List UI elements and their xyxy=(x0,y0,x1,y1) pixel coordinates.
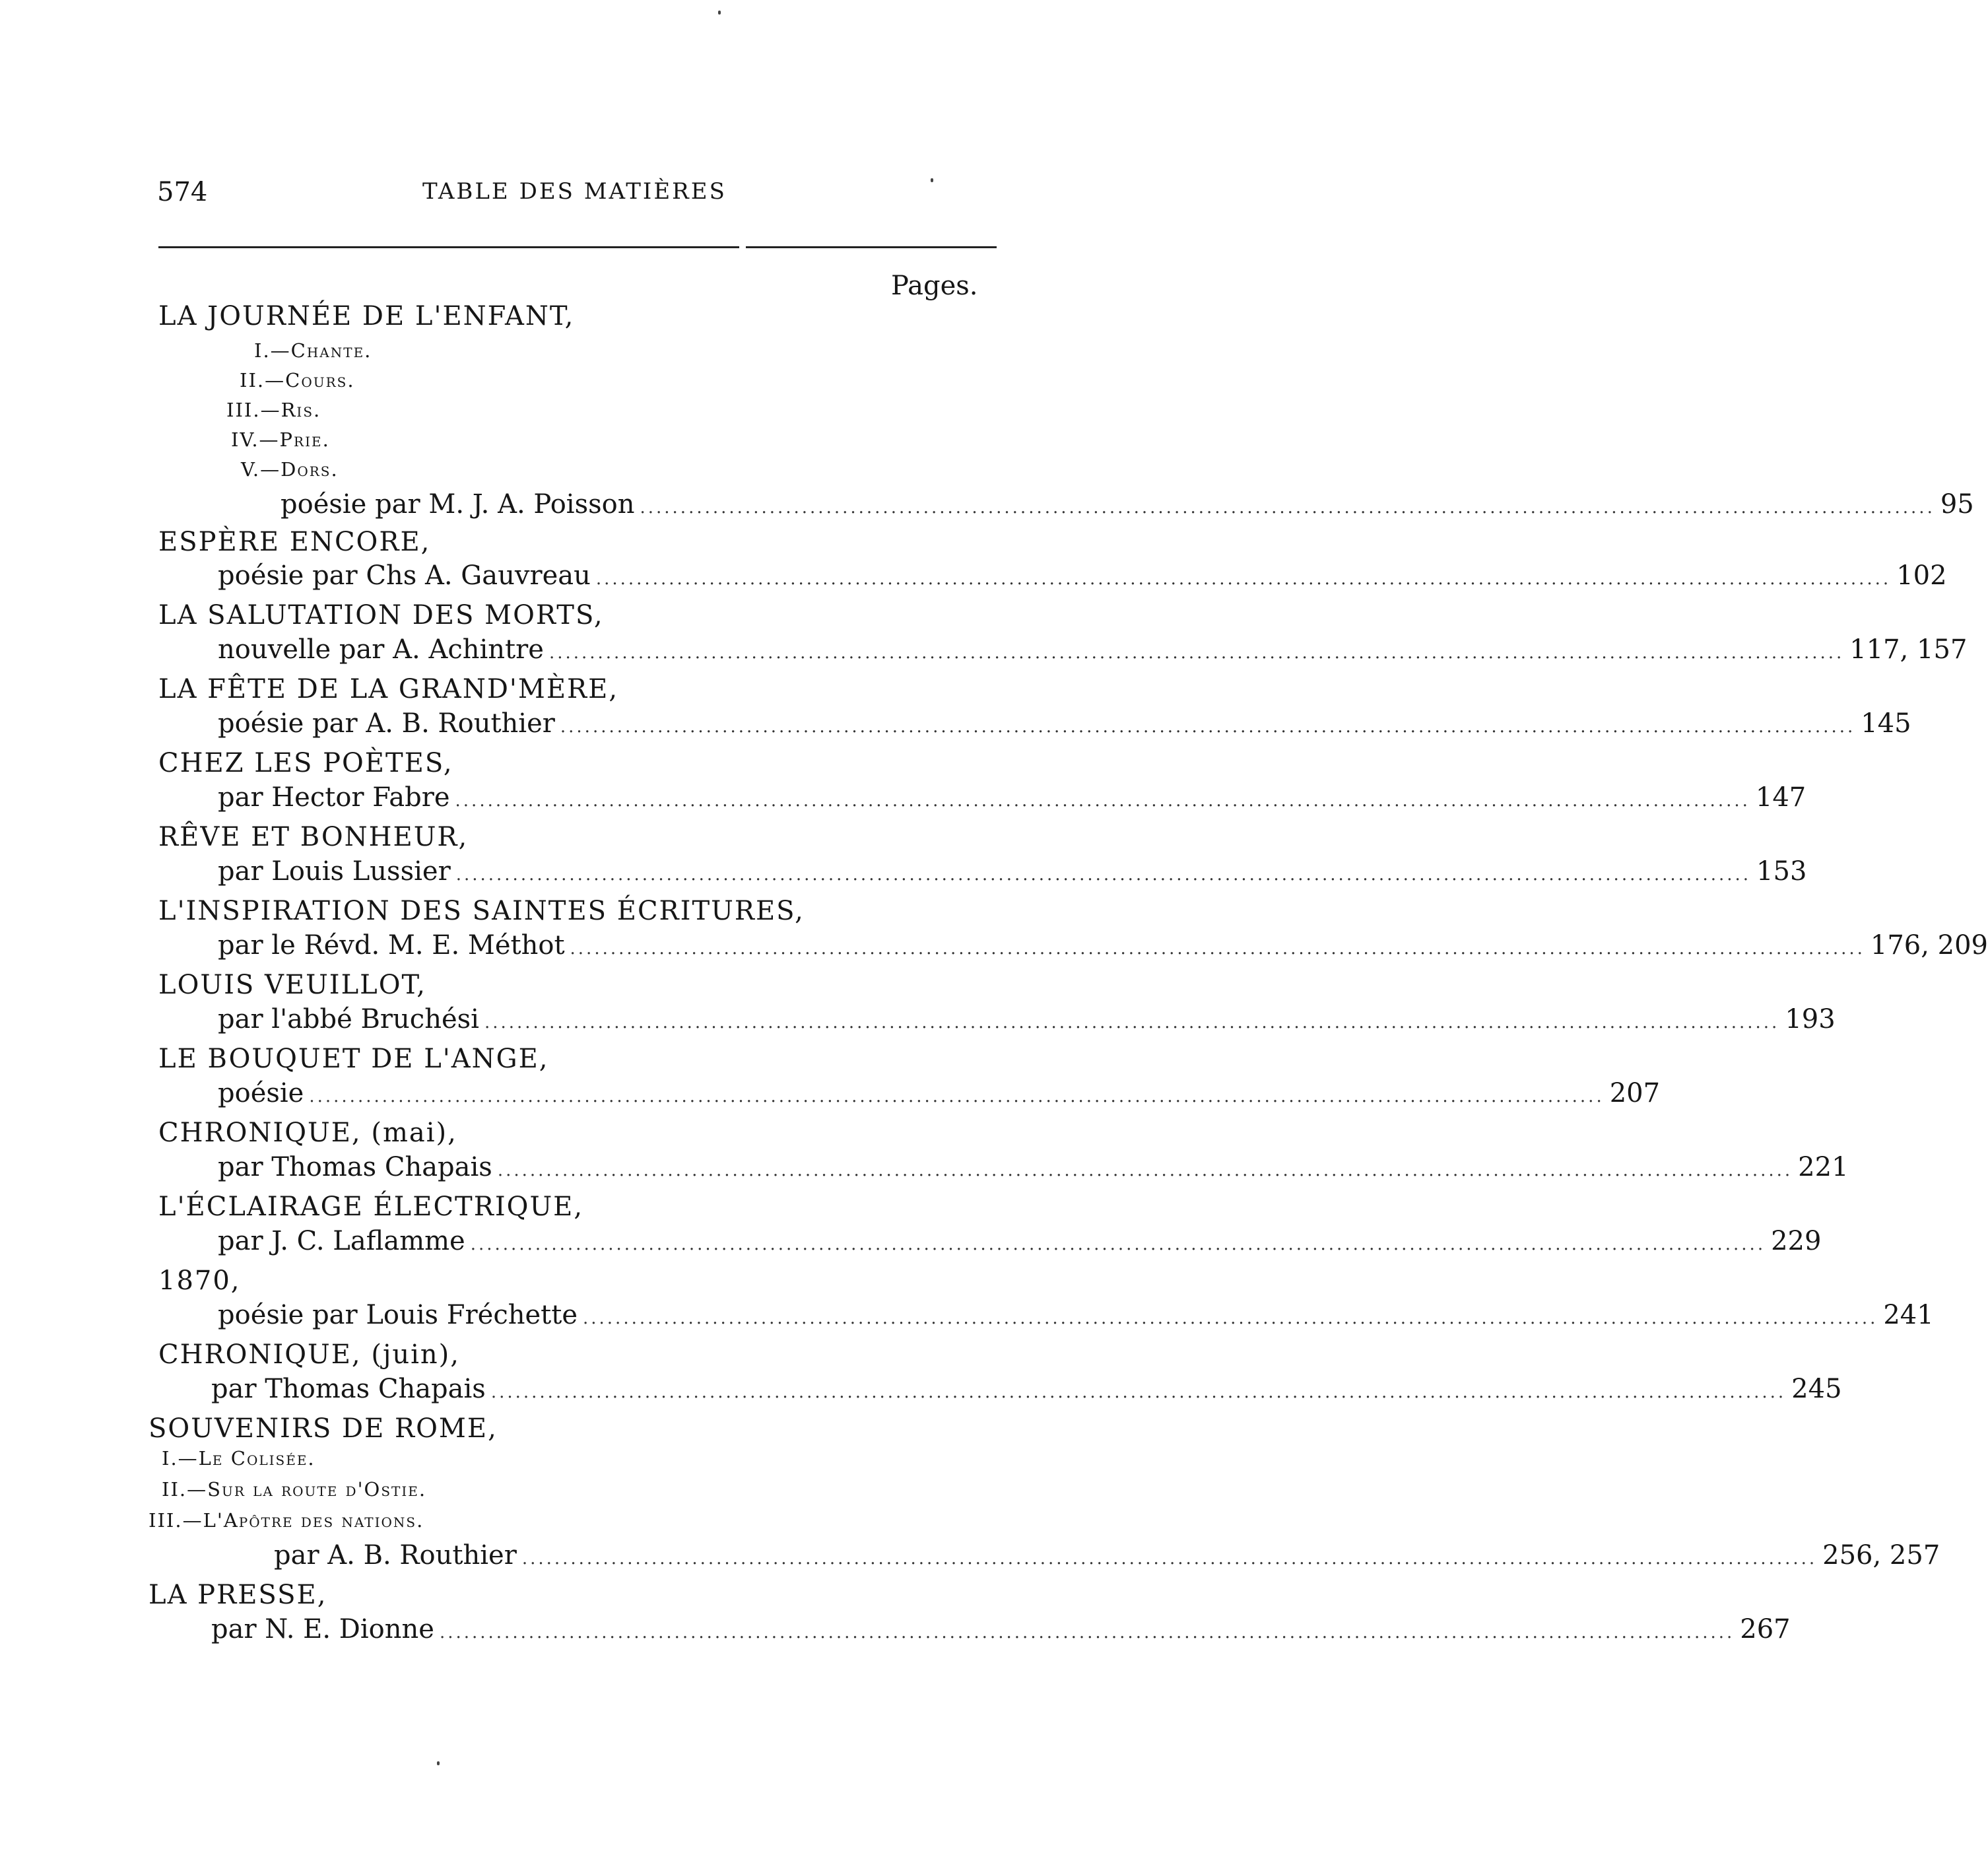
pages-column-label: Pages. xyxy=(891,271,978,301)
toc-entry xyxy=(274,1540,1940,1574)
entry-page-numbers: 147 xyxy=(1755,782,1806,813)
toc-title: LOUIS VEUILLOT, xyxy=(158,970,427,1000)
entry-page-numbers: 193 xyxy=(1785,1004,1836,1034)
entry-author: par N. E. Dionne xyxy=(211,1614,434,1644)
toc-subsection: II.—Sur la route d'Ostie. xyxy=(162,1478,427,1501)
toc-subsection: III.—L'Apôtre des nations. xyxy=(149,1509,424,1532)
toc-subsection: III.—Ris. xyxy=(226,399,321,421)
toc-title: CHEZ LES POÈTES, xyxy=(158,748,453,778)
toc-title: SOUVENIRS DE ROME, xyxy=(149,1413,498,1444)
entry-author: par Hector Fabre xyxy=(218,782,450,813)
entry-page-numbers: 102 xyxy=(1896,560,1947,591)
toc-entry xyxy=(218,634,1968,669)
dot-leader: ................................................................................................................................................................ xyxy=(583,1308,1878,1328)
toc-title: L'ÉCLAIRAGE ÉLECTRIQUE, xyxy=(158,1192,584,1222)
entry-author: nouvelle par A. Achintre xyxy=(218,634,544,665)
entry-author: poésie par M. J. A. Poisson xyxy=(281,489,635,520)
toc-title: RÊVE ET BONHEUR, xyxy=(158,822,469,852)
toc-entry xyxy=(211,1613,1791,1648)
dot-leader: ................................................................................................................................................................ xyxy=(490,1382,1787,1402)
toc-entry xyxy=(218,708,1911,743)
dot-leader: ................................................................................................................................................................ xyxy=(484,1013,1780,1032)
toc-subsection: V.—Dors. xyxy=(241,458,339,481)
toc-entry xyxy=(218,1225,1822,1260)
toc-subsection: I.—Chante. xyxy=(254,339,372,362)
entry-page-numbers: 267 xyxy=(1740,1614,1791,1644)
toc-entry xyxy=(211,1373,1842,1408)
entry-page-numbers: 221 xyxy=(1798,1152,1849,1182)
entry-author: par Thomas Chapais xyxy=(218,1152,492,1182)
entry-page-numbers: 245 xyxy=(1791,1374,1842,1404)
entry-page-numbers: 145 xyxy=(1861,708,1911,739)
entry-author: poésie par Chs A. Gauvreau xyxy=(218,560,591,591)
dot-leader: ................................................................................................................................................................ xyxy=(455,791,1750,811)
dot-leader: ................................................................................................................................................................ xyxy=(470,1235,1766,1254)
toc-title: CHRONIQUE, (juin), xyxy=(158,1339,460,1370)
toc-entry xyxy=(218,1003,1836,1038)
dot-leader: ................................................................................................................................................................ xyxy=(560,717,1856,737)
entry-author: par J. C. Laflamme xyxy=(218,1226,465,1256)
dot-leader: ................................................................................................................................................................ xyxy=(640,498,1935,518)
entry-author: par Thomas Chapais xyxy=(211,1374,486,1404)
entry-page-numbers: 256, 257 xyxy=(1822,1540,1940,1571)
entry-author: par A. B. Routhier xyxy=(274,1540,517,1571)
toc-entry xyxy=(218,560,1947,595)
toc-title: LE BOUQUET DE L'ANGE, xyxy=(158,1044,549,1074)
dot-leader: ................................................................................................................................................................ xyxy=(309,1087,1605,1106)
toc-entry xyxy=(218,856,1807,891)
toc-title: LA SALUTATION DES MORTS, xyxy=(158,600,604,630)
page-number: 574 xyxy=(157,177,208,207)
entry-page-numbers: 117, 157 xyxy=(1849,634,1968,665)
entry-author: poésie xyxy=(218,1078,304,1108)
toc-subsection: II.—Cours. xyxy=(240,369,355,391)
dot-leader: ................................................................................................................................................................ xyxy=(521,1549,1818,1569)
dot-leader: ................................................................................................................................................................ xyxy=(455,865,1752,885)
print-speck xyxy=(437,1761,440,1765)
dot-leader: ................................................................................................................................................................ xyxy=(497,1161,1793,1180)
entry-author: poésie par Louis Fréchette xyxy=(218,1300,578,1330)
toc-entry xyxy=(218,782,1806,817)
toc-title: CHRONIQUE, (mai), xyxy=(158,1118,457,1148)
toc-title: LA PRESSE, xyxy=(149,1580,327,1610)
toc-title: L'INSPIRATION DES SAINTES ÉCRITURES, xyxy=(158,896,805,926)
toc-entry xyxy=(218,1299,1934,1334)
toc-title: ESPÈRE ENCORE, xyxy=(158,527,431,557)
entry-page-numbers: 176, 209 xyxy=(1870,930,1988,961)
toc-title: 1870, xyxy=(158,1266,241,1296)
entry-page-numbers: 95 xyxy=(1940,489,1974,520)
toc-entry xyxy=(218,930,1988,964)
toc-entry xyxy=(218,1077,1661,1112)
dot-leader: ................................................................................................................................................................ xyxy=(570,939,1865,959)
running-title: TABLE DES MATIÈRES xyxy=(422,178,727,205)
entry-author: par l'abbé Bruchési xyxy=(218,1004,479,1034)
entry-author: poésie par A. B. Routhier xyxy=(218,708,555,739)
print-speck xyxy=(718,11,721,15)
toc-subsection: I.—Le Colisée. xyxy=(162,1447,315,1470)
toc-entry xyxy=(281,489,1974,524)
entry-page-numbers: 207 xyxy=(1609,1078,1661,1108)
toc-entry xyxy=(218,1151,1849,1186)
dot-leader: ................................................................................................................................................................ xyxy=(595,569,1892,589)
header-rule xyxy=(158,246,739,248)
entry-page-numbers: 153 xyxy=(1756,856,1807,887)
print-speck xyxy=(931,178,933,182)
toc-title: LA JOURNÉE DE L'ENFANT, xyxy=(158,301,575,331)
header-rule xyxy=(746,246,997,248)
dot-leader: ................................................................................................................................................................ xyxy=(439,1623,1735,1642)
entry-page-numbers: 229 xyxy=(1771,1226,1822,1256)
dot-leader: ................................................................................................................................................................ xyxy=(548,643,1845,663)
toc-title: LA FÊTE DE LA GRAND'MÈRE, xyxy=(158,674,619,704)
toc-subsection: IV.—Prie. xyxy=(231,428,330,451)
entry-author: par Louis Lussier xyxy=(218,856,451,887)
entry-author: par le Révd. M. E. Méthot xyxy=(218,930,565,961)
entry-page-numbers: 241 xyxy=(1883,1300,1934,1330)
